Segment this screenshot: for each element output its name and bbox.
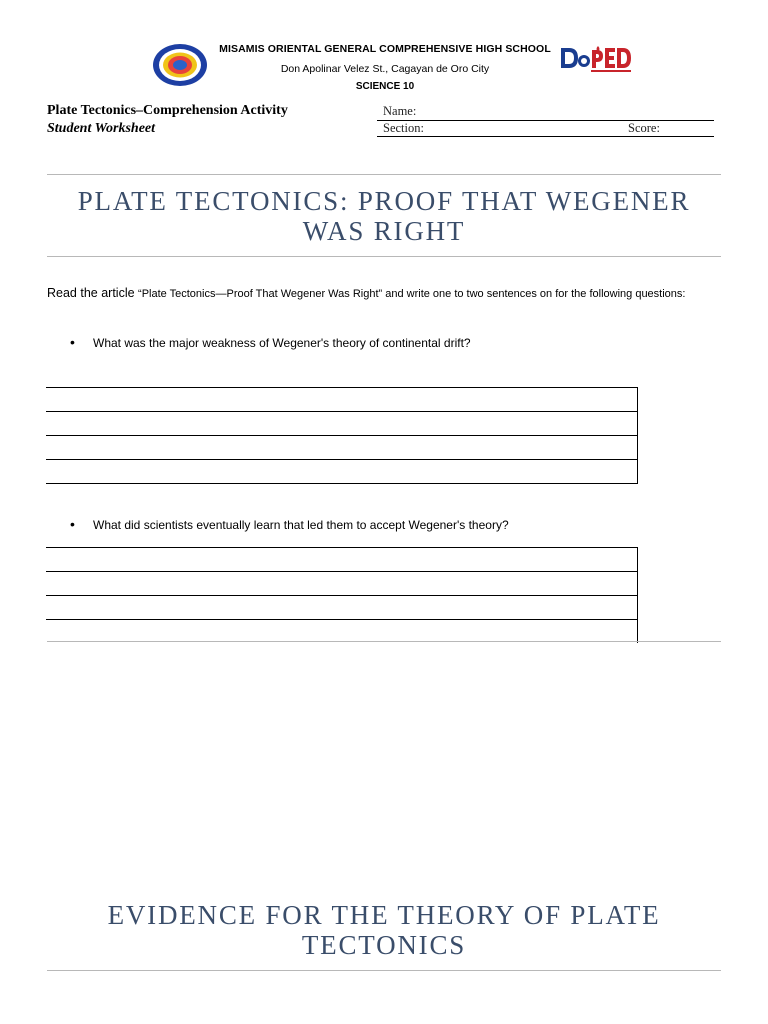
score-label: Score: (628, 121, 660, 135)
name-label: Name: (383, 104, 417, 118)
activity-subtitle: Student Worksheet (47, 121, 156, 136)
divider (47, 174, 721, 175)
section-heading-evidence: EVIDENCE FOR THE THEORY OF PLATE TECTONICS (107, 900, 661, 960)
answer-line[interactable] (46, 388, 638, 412)
answer-line[interactable] (46, 460, 638, 484)
school-name: MISAMIS ORIENTAL GENERAL COMPREHENSIVE HIGH SCHOOL (219, 43, 551, 55)
answer-box-1 (46, 387, 638, 484)
bullet-icon: • (70, 516, 75, 532)
answer-line[interactable] (46, 596, 638, 620)
answer-line[interactable] (46, 412, 638, 436)
school-address: Don Apolinar Velez St., Cagayan de Oro City (280, 63, 490, 75)
answer-line[interactable] (46, 620, 638, 644)
question-2 (70, 516, 509, 532)
answer-line[interactable] (46, 572, 638, 596)
activity-title: Plate Tectonics–Comprehension Activity (47, 103, 288, 118)
bullet-icon: • (70, 334, 75, 350)
divider (47, 970, 721, 971)
subject-label: SCIENCE 10 (355, 81, 415, 92)
question-2-text: What did scientists eventually learn that led them to accept Wegener's theory? (93, 518, 509, 532)
deped-logo-icon (558, 44, 632, 74)
answer-line[interactable] (46, 548, 638, 572)
instruction-lead: Read the article (47, 286, 139, 300)
divider (47, 256, 721, 257)
section-heading-wegener: PLATE TECTONICS: PROOF THAT WEGENER WAS RIGHT (77, 186, 691, 246)
section-label: Section: (383, 121, 424, 135)
answer-line[interactable] (46, 436, 638, 460)
school-seal-icon (151, 43, 209, 87)
divider (47, 641, 721, 642)
question-1-text: What was the major weakness of Wegener's theory of continental drift? (93, 336, 471, 350)
question-1 (70, 334, 471, 350)
section-field-line[interactable] (377, 136, 714, 137)
instruction-text: “Plate Tectonics—Proof That Wegener Was Right” and write one to two sentences on for the following questions: (138, 288, 686, 300)
name-field-line[interactable] (377, 120, 714, 121)
instructions (47, 283, 727, 304)
answer-box-2 (46, 547, 638, 643)
